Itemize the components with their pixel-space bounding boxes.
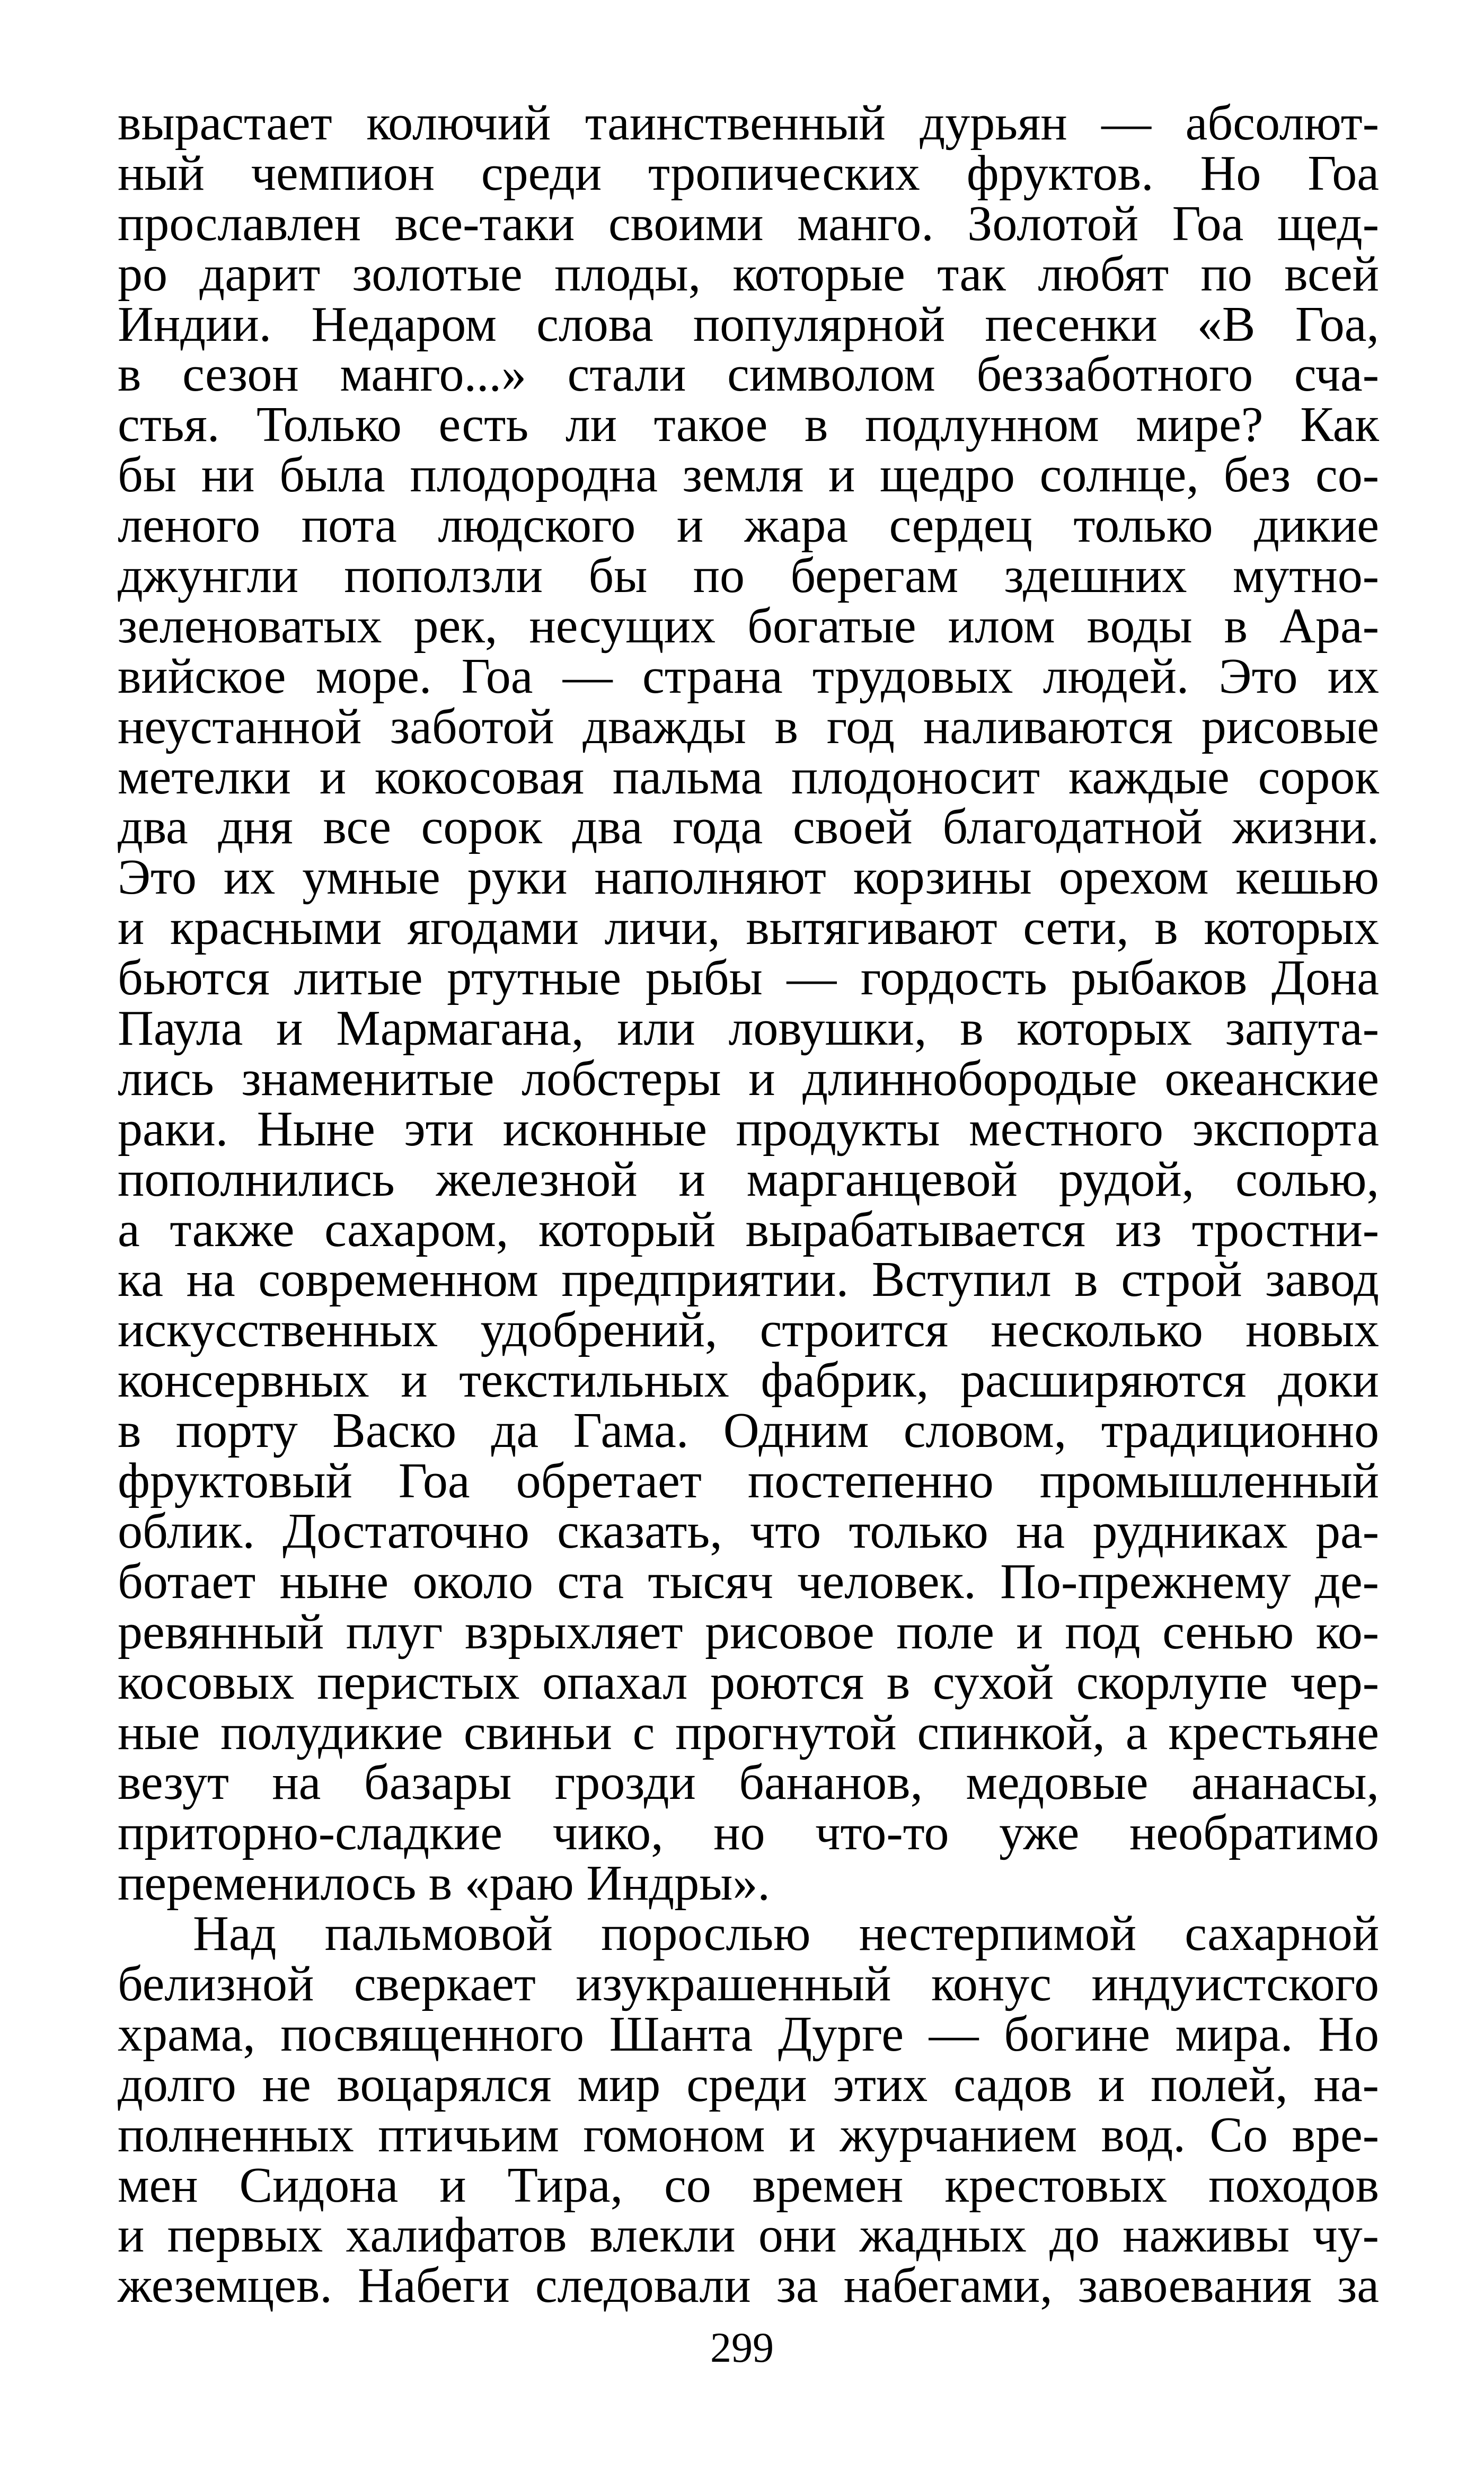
text-line: жеземцев. Набеги следовали за набегами, завоевания за [118,2258,1379,2314]
text-line: в сезон манго...» стали символом беззаботного сча- [118,347,1379,402]
text-line: косовых перистых опахал роются в сухой скорлупе чер- [118,1654,1379,1710]
text-line: и первых халифатов влекли они жадных до наживы чу- [118,2208,1379,2263]
text-line: мен Сидона и Тира, со времен крестовых походов [118,2157,1379,2213]
text-line: прославлен все-таки своими манго. Золотой Гоа щед- [118,196,1379,251]
text-line: ные полудикие свиньи с прогнутой спинкой, а крестьяне [118,1705,1379,1760]
text-line: ро дарит золотые плоды, которые так любят по всей [118,246,1379,302]
text-line: лись знаменитые лобстеры и длиннобородые океанские [118,1050,1379,1106]
text-line: пополнились железной и марганцевой рудой, солью, [118,1151,1379,1207]
text-line: фруктовый Гоа обретает постепенно промышленный [118,1453,1379,1509]
text-line: приторно-сладкие чико, но что-то уже необратимо [118,1805,1379,1861]
text-line: переменилось в «раю Индры». [118,1856,770,1911]
text-line: а также сахаром, который вырабатывается из тростни- [118,1202,1379,1257]
text-line: долго не воцарялся мир среди этих садов и полей, на- [118,2056,1379,2112]
paragraph-2 [118,1906,1379,2314]
text-line: ка на современном предприятии. Вступил в строй завод [118,1252,1379,1308]
text-line: стья. Только есть ли такое в подлунном мире? Как [118,397,1379,453]
text-line: зеленоватых рек, несущих богатые илом воды в Ара- [118,598,1379,654]
text-line: консервных и текстильных фабрик, расширяются доки [118,1353,1379,1408]
text-line: вийское море. Гоа — страна трудовых людей. Это их [118,648,1379,704]
text-line: Паула и Мармагана, или ловушки, в которых запута- [118,1001,1379,1056]
text-line: и красными ягодами личи, вытягивают сети, в которых [118,900,1379,956]
text-line: раки. Ныне эти исконные продукты местного экспорта [118,1101,1379,1156]
text-line: неустанной заботой дважды в год наливаются рисовые [118,699,1379,754]
text-line: джунгли поползли бы по берегам здешних мутно- [118,548,1379,604]
text-line: два дня все сорок два года своей благодатной жизни. [118,799,1379,855]
text-line: бьются литые ртутные рыбы — гордость рыбаков Дона [118,950,1379,1006]
paragraph-1 [118,95,1379,1911]
page-number: 299 [710,2325,774,2371]
body-text [118,95,1379,2314]
text-line: Это их умные руки наполняют корзины орехом кешью [118,850,1379,905]
text-line: ревянный плуг взрыхляет рисовое поле и под сенью ко- [118,1604,1379,1659]
text-line: везут на базары грозди бананов, медовые ананасы, [118,1755,1379,1811]
text-line: искусственных удобрений, строится несколько новых [118,1302,1379,1358]
text-line: вырастает колючий таинственный дурьян — абсолют- [118,95,1379,151]
text-line: Индии. Недаром слова популярной песенки «В Гоа, [118,296,1379,352]
text-line: белизной сверкает изукрашенный конус индуистского [118,1956,1379,2011]
text-line: полненных птичьим гомоном и журчанием вод. Со вре- [118,2107,1379,2162]
text-line: Над пальмовой порослью нестерпимой сахарной [193,1906,1379,1962]
text-line: бы ни была плодородна земля и щедро солнце, без со- [118,447,1379,503]
text-line: в порту Васко да Гама. Одним словом, традиционно [118,1403,1379,1459]
text-line: облик. Достаточно сказать, что только на рудниках ра- [118,1503,1379,1559]
text-line: храма, посвященного Шанта Дурге — богине мира. Но [118,2006,1379,2062]
text-line: ботает ныне около ста тысяч человек. По-прежнему де- [118,1553,1379,1609]
text-line: метелки и кокосовая пальма плодоносит каждые сорок [118,749,1379,805]
text-line: ный чемпион среди тропических фруктов. Но Гоа [118,145,1379,201]
text-line: леного пота людского и жара сердец только дикие [118,498,1379,553]
